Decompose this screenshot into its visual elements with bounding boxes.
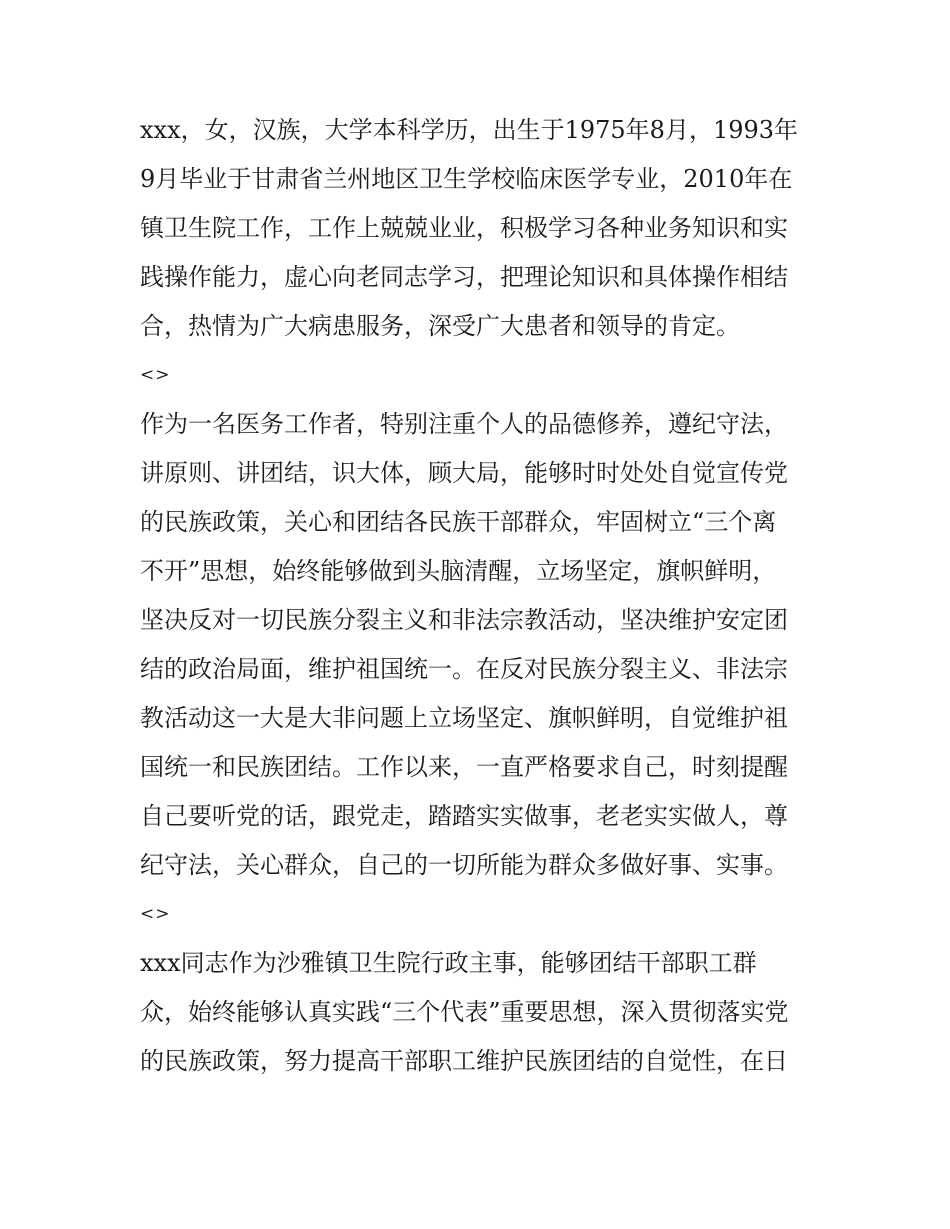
text-line: 自己要听党的话，跟党走，踏踏实实做事，老老实实做人，尊 bbox=[140, 802, 788, 830]
text-line: 结的政治局面，维护祖国统一。在反对民族分裂主义、非法宗 bbox=[140, 655, 788, 683]
text-line: xxx，女，汉族，大学本科学历，出生于1975年8月，1993年 bbox=[140, 116, 799, 144]
text-line: xxx同志作为沙雅镇卫生院行政主事，能够团结干部职工群 bbox=[140, 949, 757, 977]
paragraph-3 bbox=[140, 939, 820, 1086]
text-line: 合，热情为广大病患服务，深受广大患者和领导的肯定。 bbox=[140, 312, 740, 340]
text-line: 镇卫生院工作，工作上兢兢业业，积极学习各种业务知识和实 bbox=[140, 214, 788, 242]
text-line: 国统一和民族团结。工作以来，一直严格要求自己，时刻提醒 bbox=[140, 753, 788, 781]
text-line: 讲原则、讲团结，识大体，顾大局，能够时时处处自觉宣传党 bbox=[140, 459, 788, 487]
text-line: 的民族政策，努力提高干部职工维护民族团结的自觉性，在日 bbox=[140, 1047, 788, 1075]
paragraph-separator: <> bbox=[140, 904, 171, 924]
text-line: 教活动这一大是大非问题上立场坚定、旗帜鲜明，自觉维护祖 bbox=[140, 704, 788, 732]
text-line: 作为一名医务工作者，特别注重个人的品德修养，遵纪守法， bbox=[140, 410, 788, 438]
text-line: 9月毕业于甘肃省兰州地区卫生学校临床医学专业，2010年在 bbox=[140, 165, 793, 193]
text-line: 纪守法，关心群众，自己的一切所能为群众多做好事、实事。 bbox=[140, 851, 788, 879]
text-line: 的民族政策，关心和团结各民族干部群众，牢固树立“三个离 bbox=[140, 508, 777, 536]
text-line: 不开”思想，始终能够做到头脑清醒，立场坚定，旗帜鲜明， bbox=[140, 557, 777, 585]
text-line: 众，始终能够认真实践“三个代表”重要思想，深入贯彻落实党 bbox=[140, 998, 789, 1026]
paragraph-1 bbox=[140, 106, 820, 351]
document-body bbox=[140, 106, 820, 1086]
text-line: 坚决反对一切民族分裂主义和非法宗教活动，坚决维护安定团 bbox=[140, 606, 788, 634]
text-line: 践操作能力，虚心向老同志学习，把理论知识和具体操作相结 bbox=[140, 263, 788, 291]
paragraph-separator: <> bbox=[140, 365, 171, 385]
paragraph-2 bbox=[140, 400, 820, 890]
